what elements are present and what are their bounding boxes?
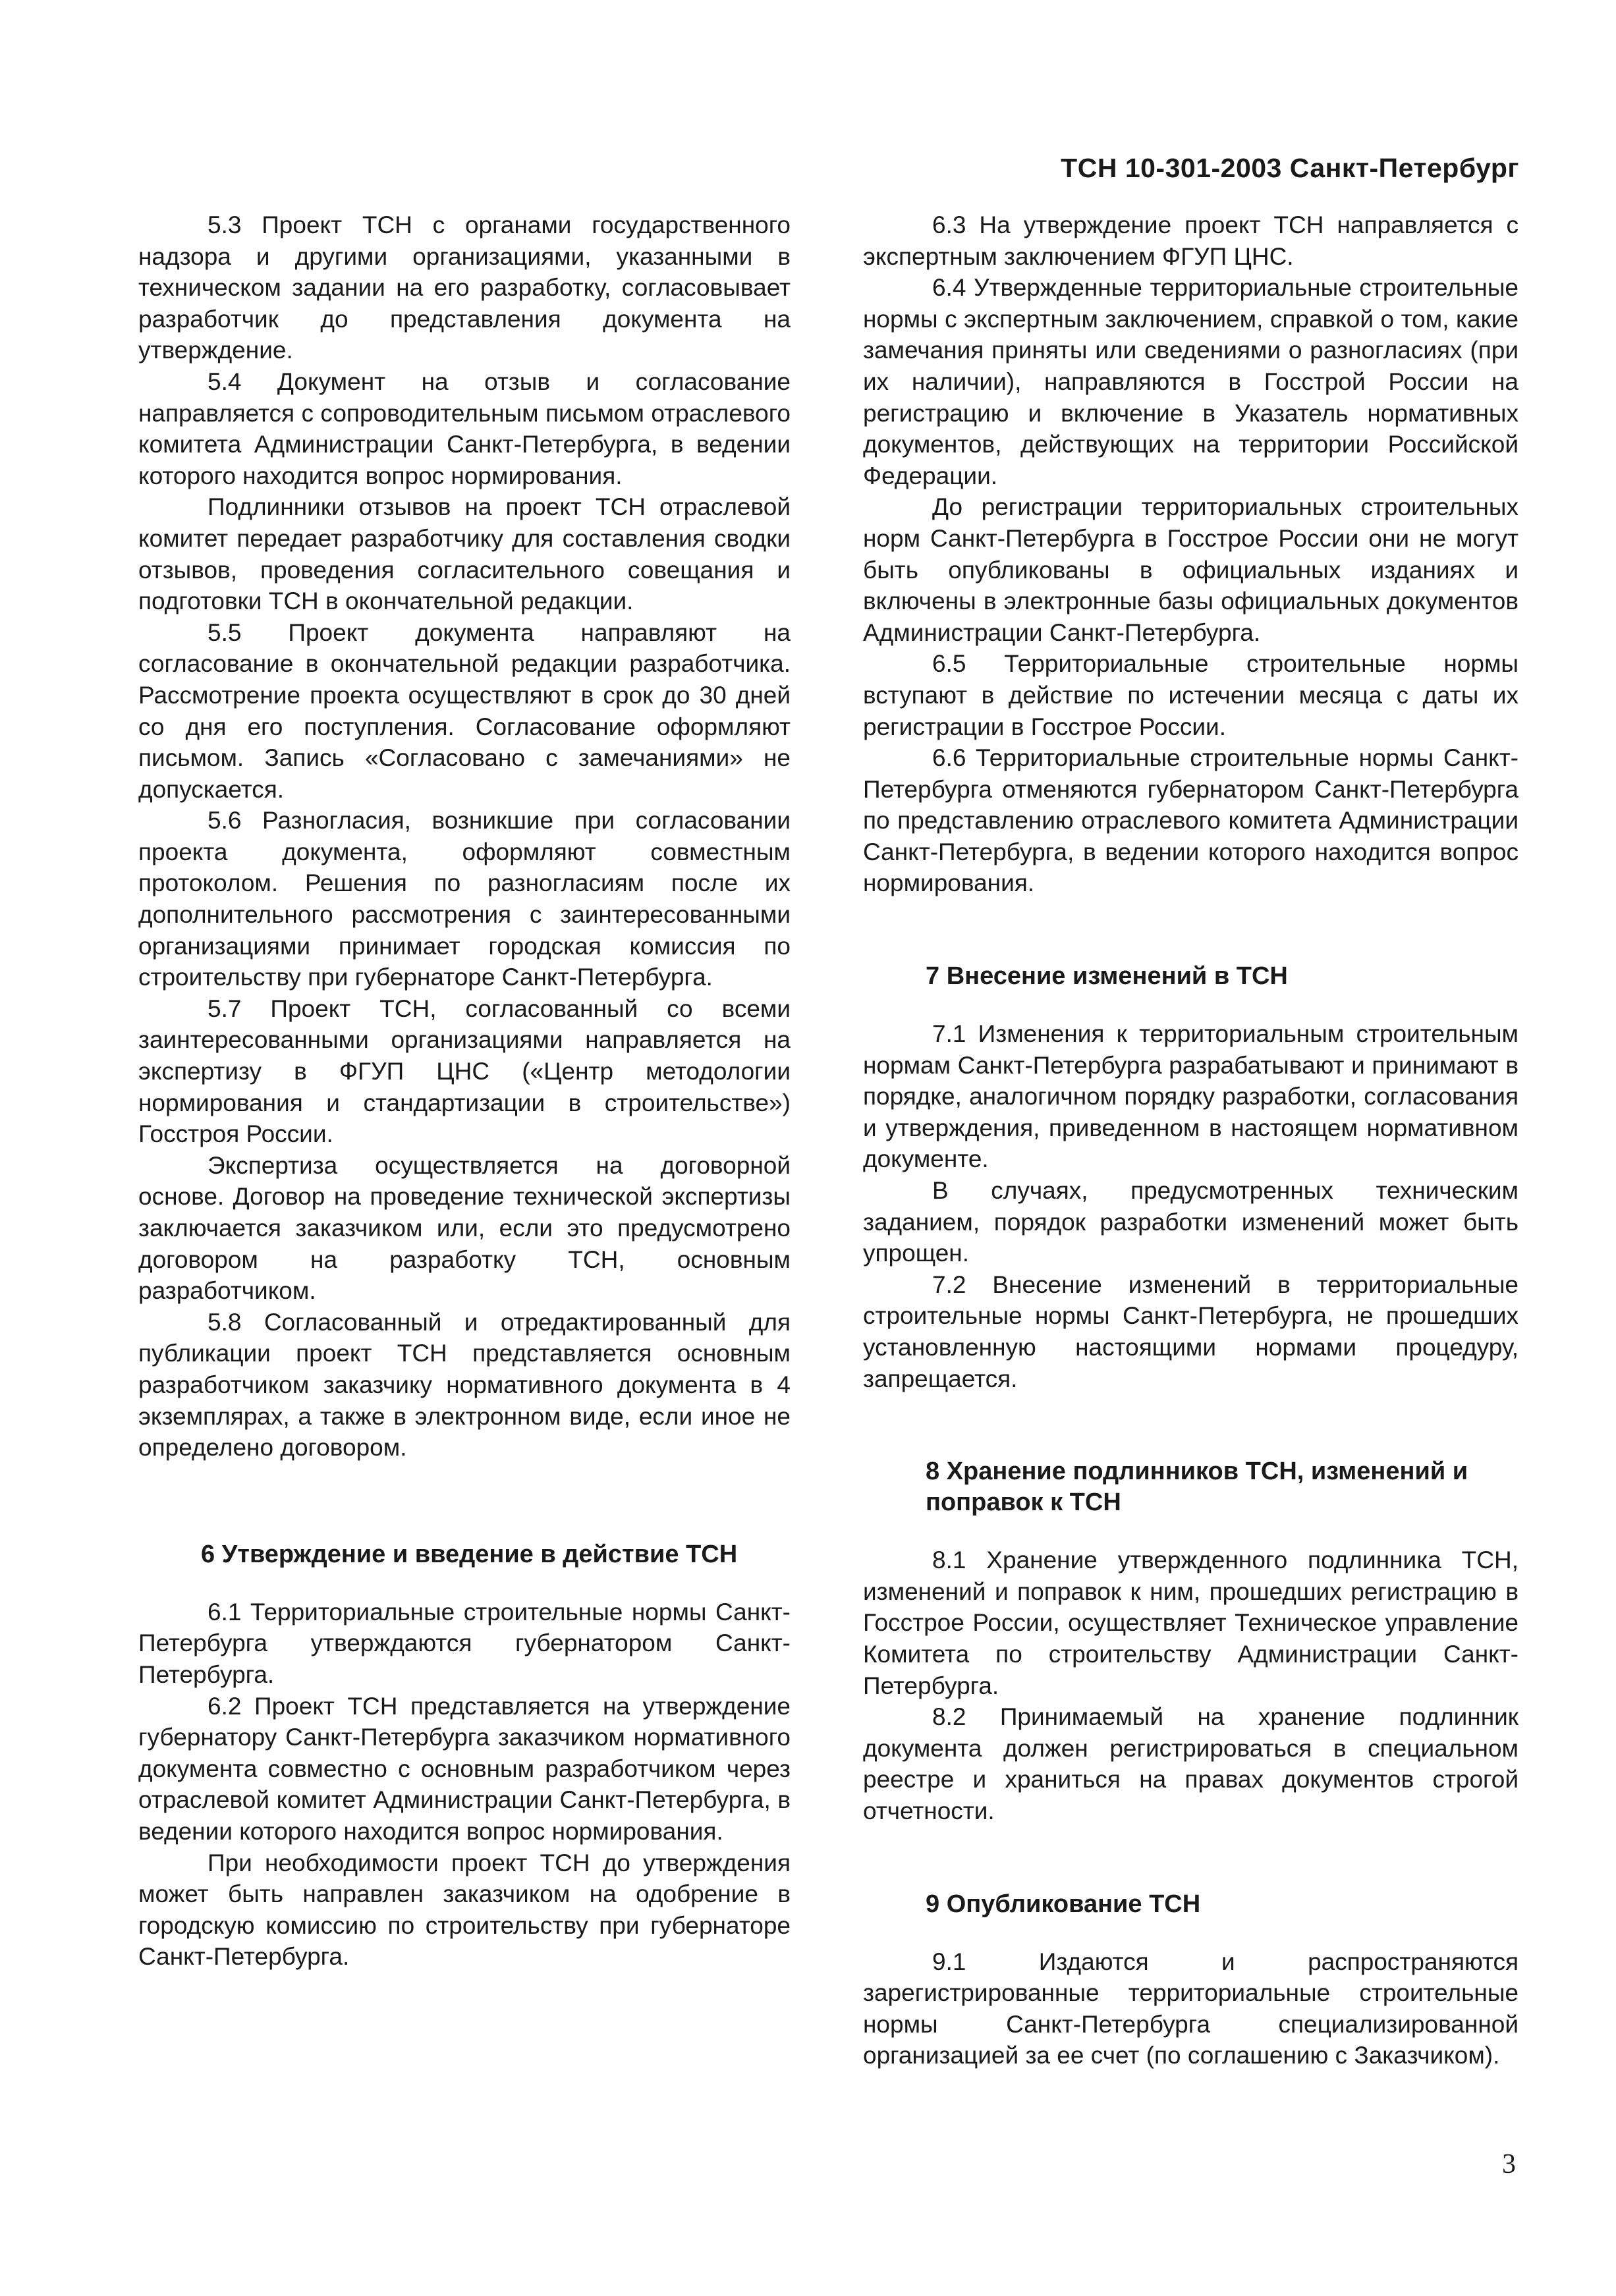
paragraph-8-2: 8.2 Принимаемый на хранение подлинник документа должен регистрироваться в специальном реестре и храниться на правах документов строгой отчетности. <box>863 1703 1518 1824</box>
paragraph-5-6: 5.6 Разногласия, возникшие при согласовании проекта документа, оформляют совместным протоколом. Решения по разногласиям после их дополнительного рассмотрения с заинтересованными организациями принимает городская комиссия по строительству при губернаторе Санкт-Петербурга. <box>138 807 791 991</box>
paragraph-cases: В случаях, предусмотренных техническим заданием, порядок разработки изменений может быть упрощен. <box>863 1177 1518 1267</box>
paragraph-7-1: 7.1 Изменения к территориальным строительным нормам Санкт-Петербурга разрабатывают и принимают в порядке, аналогичном порядку разработки, согласования и утверждения, приведенном в настоящем нормативном документе. <box>863 1020 1518 1173</box>
section-7-heading: 7 Внесение изменений в ТСН <box>926 962 1288 991</box>
paragraph-5-4: 5.4 Документ на отзыв и согласование направляется с сопроводительным письмом отраслевого комитета Администрации Санкт-Петербурга, в ведении которого находится вопрос нормирования. <box>138 368 791 489</box>
paragraph-originals: Подлинники отзывов на проект ТСН отраслевой комитет передает разработчику для составления сводки отзывов, проведения согласительного совещания и подготовки ТСН в окончательной редакции. <box>138 493 791 615</box>
left-column <box>138 209 791 1973</box>
paragraph-9-1: 9.1 Издаются и распространяются зарегистрированные территориальные строительные нормы Санкт-Петербурга специализированной организацией за ее счет (по соглашению с Заказчиком). <box>863 1948 1518 2069</box>
section-8-heading: 8 Хранение подлинников ТСН, изменений и поправок к ТСН <box>926 1458 1468 1517</box>
paragraph-5-7: 5.7 Проект ТСН, согласованный со всеми заинтересованными организациями направляется на экспертизу в ФГУП ЦНС («Центр методологии нормирования и стандартизации в строительстве») Госстроя России. <box>138 995 791 1148</box>
paragraph-6-5: 6.5 Территориальные строительные нормы вступают в действие по истечении месяца с даты их регистрации в Госстрое России. <box>863 650 1518 740</box>
section-9-heading: 9 Опубликование ТСН <box>926 1890 1201 1918</box>
paragraph-6-1: 6.1 Территориальные строительные нормы Санкт-Петербурга утверждаются губернатором Санкт-Петербурга. <box>138 1598 791 1688</box>
paragraph-8-1: 8.1 Хранение утвержденного подлинника ТСН, изменений и поправок к ним, прошедших регистрацию в Госстрое России, осуществляет Техническое управление Комитета по строительству Администрации Санкт-Петербурга. <box>863 1546 1518 1699</box>
paragraph-before-registration: До регистрации территориальных строительных норм Санкт-Петербурга в Госстрое России они не могут быть опубликованы в официальных изданиях и включены в электронные базы официальных документов Администрации Санкт-Петербурга. <box>863 493 1518 646</box>
page-number: 3 <box>1502 2149 1516 2179</box>
paragraph-if-needed: При необходимости проект ТСН до утверждения может быть направлен заказчиком на одобрение в городскую комиссию по строительству при губернаторе Санкт-Петербурга. <box>138 1849 791 1971</box>
section-6-heading: 6 Утверждение и введение в действие ТСН <box>201 1540 738 1568</box>
running-header: ТСН 10-301-2003 Санкт-Петербург <box>1061 153 1519 183</box>
paragraph-6-4: 6.4 Утвержденные территориальные строительные нормы с экспертным заключением, справкой о том, какие замечания приняты или сведениями о разногласиях (при их наличии), направляются в Госстрой России на регистрацию и включение в Указатель нормативных документов, действующих на территории Российской Федерации. <box>863 274 1518 489</box>
right-column <box>863 209 1518 2071</box>
paragraph-expertise: Экспертиза осуществляется на договорной основе. Договор на проведение технической экспертизы заключается заказчиком или, если это предусмотрено договором на разработку ТСН, основным разработчиком. <box>138 1151 791 1305</box>
paragraph-5-5: 5.5 Проект документа направляют на согласование в окончательной редакции разработчика. Рассмотрение проекта осуществляют в срок до 30 дней со дня его поступления. Согласование оформляют письмом. Запись «Согласовано с замечаниями» не допускается. <box>138 618 791 803</box>
paragraph-5-3: 5.3 Проект ТСН с органами государственного надзора и другими организациями, указанными в техническом задании на его разработку, согласовывает разработчик до представления документа на утверждение. <box>138 211 791 364</box>
paragraph-6-3: 6.3 На утверждение проект ТСН направляется с экспертным заключением ФГУП ЦНС. <box>863 211 1518 270</box>
paragraph-6-2: 6.2 Проект ТСН представляется на утверждение губернатору Санкт-Петербурга заказчиком нормативного документа совместно с основным разработчиком через отраслевой комитет Администрации Санкт-Петербурга, в ведении которого находится вопрос нормирования. <box>138 1692 791 1845</box>
paragraph-6-6: 6.6 Территориальные строительные нормы Санкт-Петербурга отменяются губернатором Санкт-Петербурга по представлению отраслевого комитета Администрации Санкт-Петербурга, в ведении которого находится вопрос нормирования. <box>863 744 1518 897</box>
paragraph-7-2: 7.2 Внесение изменений в территориальные строительные нормы Санкт-Петербурга, не прошедших установленную настоящими нормами процедуру, запрещается. <box>863 1271 1518 1392</box>
paragraph-5-8: 5.8 Согласованный и отредактированный для публикации проект ТСН представляется основным разработчиком заказчику нормативного документа в 4 экземплярах, а также в электронном виде, если иное не определено договором. <box>138 1308 791 1462</box>
